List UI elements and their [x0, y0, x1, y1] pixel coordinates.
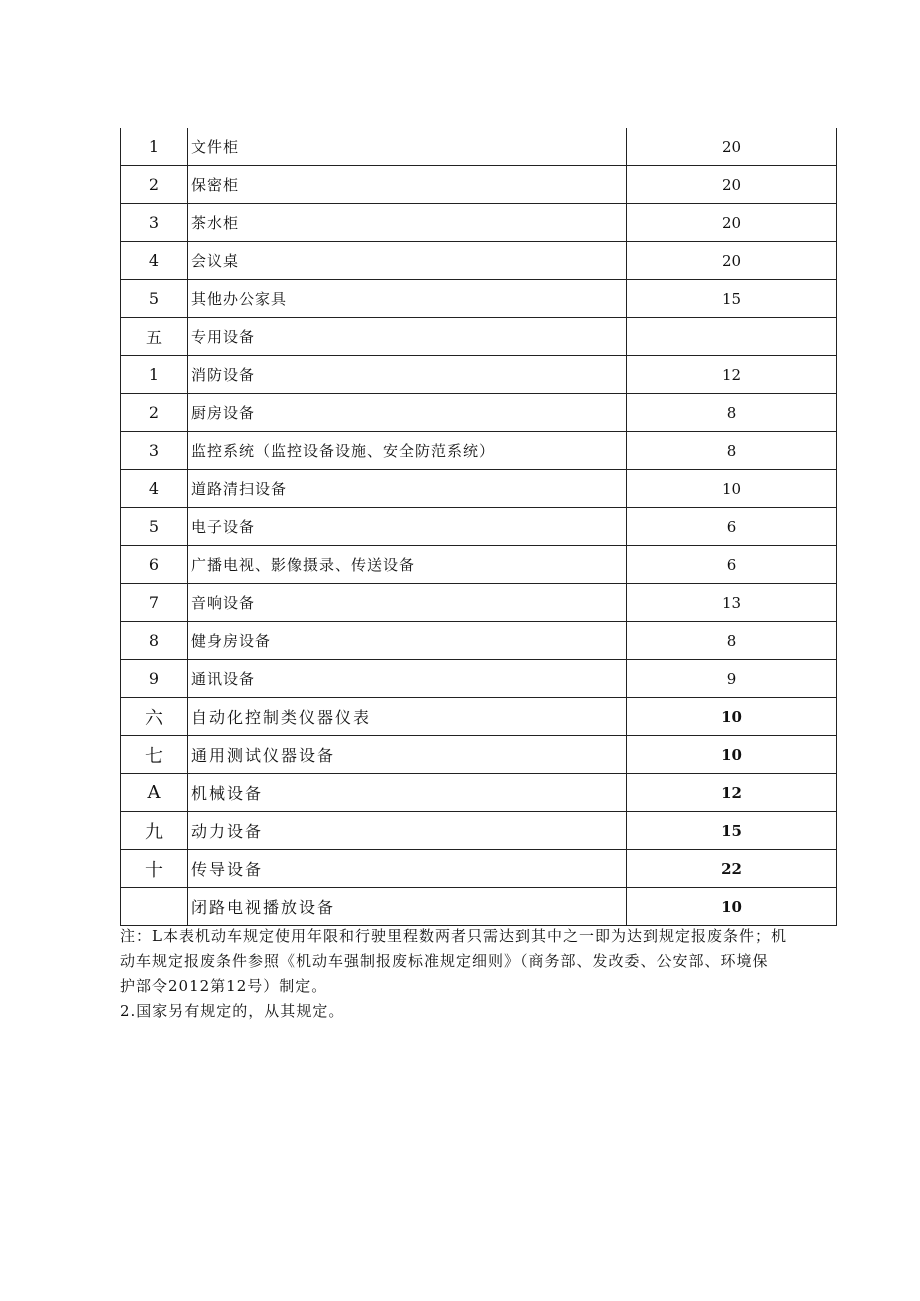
row-index: 4 — [121, 242, 188, 280]
section-name: 通用测试仪器设备 — [188, 736, 627, 774]
section-index: 十 — [121, 850, 188, 888]
row-index: 3 — [121, 432, 188, 470]
section-value: 22 — [627, 850, 837, 888]
row-name: 消防设备 — [188, 356, 627, 394]
table-row — [121, 242, 837, 280]
row-name: 通讯设备 — [188, 660, 627, 698]
row-index: 1 — [121, 128, 188, 166]
table-notes — [120, 924, 840, 1024]
row-value: 15 — [627, 280, 837, 318]
note-line: 护部令2012第12号）制定。 — [120, 977, 328, 995]
row-index: 4 — [121, 470, 188, 508]
row-index: 2 — [121, 166, 188, 204]
section-value: 10 — [627, 888, 837, 926]
row-value: 12 — [627, 356, 837, 394]
row-value — [627, 318, 837, 356]
section-index: 七 — [121, 736, 188, 774]
row-name: 监控系统（监控设备设施、安全防范系统） — [188, 432, 627, 470]
row-value: 6 — [627, 546, 837, 584]
section-row — [121, 850, 837, 888]
table-row — [121, 128, 837, 166]
row-name: 保密柜 — [188, 166, 627, 204]
section-index — [121, 888, 188, 926]
table-row — [121, 584, 837, 622]
table-row — [121, 622, 837, 660]
section-index: 五 — [121, 318, 188, 356]
section-name: 机械设备 — [188, 774, 627, 812]
row-value: 20 — [627, 128, 837, 166]
table-body — [121, 128, 837, 926]
equipment-lifespan-table — [120, 128, 837, 926]
row-index: 5 — [121, 280, 188, 318]
row-index: 9 — [121, 660, 188, 698]
row-value: 8 — [627, 394, 837, 432]
row-index: 6 — [121, 546, 188, 584]
table-row — [121, 660, 837, 698]
row-name: 会议桌 — [188, 242, 627, 280]
section-value: 15 — [627, 812, 837, 850]
row-value: 20 — [627, 242, 837, 280]
row-index: 1 — [121, 356, 188, 394]
row-name: 厨房设备 — [188, 394, 627, 432]
section-row — [121, 736, 837, 774]
row-name: 音响设备 — [188, 584, 627, 622]
note-line: 动车规定报废条件参照《机动车强制报废标准规定细则》（商务部、发改委、公安部、环境保 — [120, 952, 769, 970]
row-index: 2 — [121, 394, 188, 432]
row-value: 8 — [627, 622, 837, 660]
row-index: 8 — [121, 622, 188, 660]
note-line: 2.国家另有规定的，从其规定。 — [120, 1002, 345, 1020]
row-value: 6 — [627, 508, 837, 546]
row-name: 道路清扫设备 — [188, 470, 627, 508]
table-row — [121, 432, 837, 470]
section-name: 专用设备 — [188, 318, 627, 356]
section-index: 六 — [121, 698, 188, 736]
section-name: 闭路电视播放设备 — [188, 888, 627, 926]
table-row — [121, 166, 837, 204]
row-name: 广播电视、影像摄录、传送设备 — [188, 546, 627, 584]
row-value: 20 — [627, 204, 837, 242]
row-name: 其他办公家具 — [188, 280, 627, 318]
table-row — [121, 508, 837, 546]
row-index: 5 — [121, 508, 188, 546]
section-name: 传导设备 — [188, 850, 627, 888]
section-value: 12 — [627, 774, 837, 812]
table-row — [121, 546, 837, 584]
row-index: 7 — [121, 584, 188, 622]
row-name: 茶水柜 — [188, 204, 627, 242]
section-name: 自动化控制类仪器仪表 — [188, 698, 627, 736]
section-value: 10 — [627, 736, 837, 774]
section-index: 九 — [121, 812, 188, 850]
row-value: 20 — [627, 166, 837, 204]
table-row — [121, 356, 837, 394]
table-row — [121, 280, 837, 318]
row-name: 文件柜 — [188, 128, 627, 166]
section-row — [121, 698, 837, 736]
row-index: 3 — [121, 204, 188, 242]
note-line: 注：L本表机动车规定使用年限和行驶里程数两者只需达到其中之一即为达到规定报废条件；机 — [120, 927, 787, 945]
row-value: 13 — [627, 584, 837, 622]
row-name: 健身房设备 — [188, 622, 627, 660]
section-name: 动力设备 — [188, 812, 627, 850]
equipment-table-container — [120, 128, 836, 926]
section-row — [121, 774, 837, 812]
section-row — [121, 888, 837, 926]
table-row — [121, 470, 837, 508]
section-index: A — [121, 774, 188, 812]
row-value: 8 — [627, 432, 837, 470]
table-row — [121, 204, 837, 242]
row-value: 10 — [627, 470, 837, 508]
section-value: 10 — [627, 698, 837, 736]
table-row — [121, 394, 837, 432]
row-value: 9 — [627, 660, 837, 698]
row-name: 电子设备 — [188, 508, 627, 546]
section-row — [121, 318, 837, 356]
section-row — [121, 812, 837, 850]
